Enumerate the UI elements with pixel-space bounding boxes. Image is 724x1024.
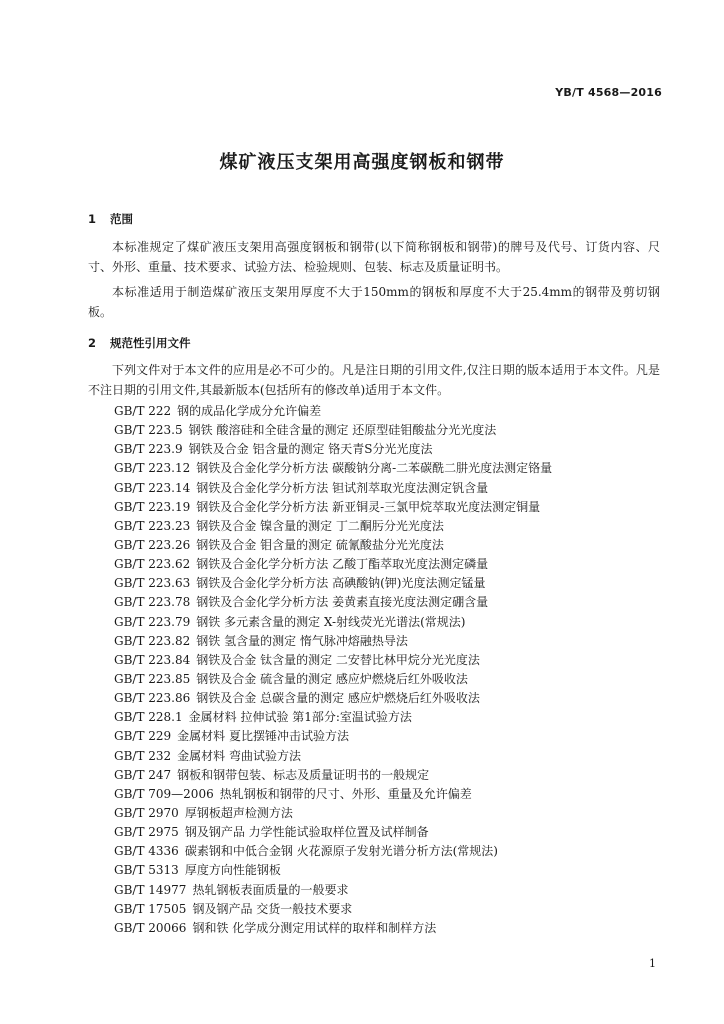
reference-item [114,900,674,919]
reference-code: GB/T 223.9 [114,442,183,457]
reference-item [114,861,674,880]
reference-title: 钢铁及合金化学分析方法 新亚铜灵-三氯甲烷萃取光度法测定铜量 [196,499,541,514]
reference-item [114,402,674,421]
section-number: 2 [88,336,97,350]
reference-item [114,574,674,593]
reference-title: 钢铁及合金化学分析方法 碳酸钠分离-二苯碳酰二肼光度法测定铬量 [196,461,553,476]
section-heading-scope [88,211,133,227]
reference-item [114,555,674,574]
reference-item [114,881,674,900]
reference-title: 钢铁及合金化学分析方法 高碘酸钠(钾)光度法测定锰量 [196,576,486,591]
page-number: 1 [649,957,656,970]
reference-item [114,421,674,440]
reference-code: GB/T 223.14 [114,480,191,495]
reference-title: 钢的成品化学成分允许偏差 [177,404,322,418]
reference-title: 碳素钢和中低合金钢 火花源原子发射光谱分析方法(常规法) [184,844,498,859]
section-title: 规范性引用文件 [110,336,191,350]
reference-title: 钢板和钢带包装、标志及质量证明书的一般规定 [177,767,430,782]
reference-code: GB/T 223.26 [114,537,191,552]
reference-code: GB/T 222 [114,404,172,418]
reference-title: 钢铁及合金化学分析方法 乙酸丁酯萃取光度法测定磷量 [196,557,489,572]
reference-code: GB/T 2975 [114,825,179,840]
reference-title: 钢铁及合金 钛含量的测定 二安替比林甲烷分光光度法 [196,652,480,667]
reference-code: GB/T 709—2006 [114,786,214,801]
reference-item [114,536,674,555]
reference-item [114,727,674,746]
section-heading-normative-references [88,335,191,351]
reference-code: GB/T 223.63 [114,576,191,591]
reference-code: GB/T 20066 [114,920,187,935]
reference-code: GB/T 223.12 [114,461,191,476]
reference-code: GB/T 14977 [114,882,187,897]
standard-code: YB/T 4568—2016 [555,86,662,99]
reference-code: GB/T 223.84 [114,652,191,667]
reference-code: GB/T 223.78 [114,595,191,610]
reference-title: 钢铁及合金 硫含量的测定 感应炉燃烧后红外吸收法 [196,671,468,686]
reference-title: 热轧钢板表面质量的一般要求 [192,882,349,897]
scope-paragraph-1: 本标准规定了煤矿液压支架用高强度钢板和钢带(以下简称钢板和钢带)的牌号及代号、订货内容、尺寸、外形、重量、技术要求、试验方法、检验规则、包装、标志及质量证明书。 [88,240,660,274]
reference-code: GB/T 223.85 [114,671,191,686]
reference-item [114,651,674,670]
reference-item [114,593,674,612]
reference-item [114,804,674,823]
reference-code: GB/T 4336 [114,844,179,859]
reference-title: 钢及钢产品 交货一般技术要求 [192,901,353,916]
reference-code: GB/T 223.86 [114,691,191,706]
reference-code: GB/T 17505 [114,901,187,916]
reference-item [114,823,674,842]
reference-item [114,479,674,498]
reference-item [114,747,674,766]
reference-code: GB/T 223.5 [114,423,183,438]
reference-item [114,919,674,938]
reference-code: GB/T 229 [114,729,172,744]
reference-code: GB/T 223.19 [114,499,191,514]
reference-code: GB/T 5313 [114,863,179,878]
reference-title: 厚钢板超声检测方法 [184,805,293,820]
reference-title: 钢铁 多元素含量的测定 X-射线荧光光谱法(常规法) [196,614,466,629]
reference-title: 钢铁及合金化学分析方法 钽试剂萃取光度法测定钒含量 [196,480,489,495]
reference-title: 热轧钢板和钢带的尺寸、外形、重量及允许偏差 [219,786,472,801]
section-number: 1 [88,212,97,226]
reference-code: GB/T 223.62 [114,557,191,572]
reference-item [114,632,674,651]
reference-code: GB/T 247 [114,767,172,782]
reference-item [114,766,674,785]
reference-title: 金属材料 拉伸试验 第1部分:室温试验方法 [188,710,412,725]
reference-title: 钢铁及合金 镍含量的测定 丁二酮肟分光光度法 [196,518,444,533]
reference-item [114,440,674,459]
reference-item [114,613,674,632]
reference-title: 厚度方向性能钢板 [184,863,281,878]
section-title: 范围 [110,212,133,226]
reference-item [114,517,674,536]
reference-code: GB/T 223.23 [114,518,191,533]
reference-title: 钢及钢产品 力学性能试验取样位置及试样制备 [184,825,429,840]
references-intro-paragraph: 下列文件对于本文件的应用是必不可少的。凡是注日期的引用文件,仅注日期的版本适用于本文件。凡是不注日期的引用文件,其最新版本(包括所有的修改单)适用于本文件。 [88,363,660,397]
reference-code: GB/T 228.1 [114,710,183,725]
reference-code: GB/T 232 [114,748,172,763]
reference-item [114,785,674,804]
reference-item [114,670,674,689]
reference-title: 钢铁及合金化学分析方法 姜黄素直接光度法测定硼含量 [196,595,489,610]
reference-title: 钢铁及合金 钼含量的测定 硫氰酸盐分光光度法 [196,537,444,552]
reference-title: 钢铁 酸溶硅和全硅含量的测定 还原型硅钼酸盐分光光度法 [188,423,497,438]
reference-item [114,498,674,517]
reference-list [114,402,674,938]
reference-title: 钢铁及合金 铝含量的测定 铬天青S分光光度法 [188,442,433,457]
document-title: 煤矿液压支架用高强度钢板和钢带 [219,152,505,173]
reference-code: GB/T 223.82 [114,633,191,648]
reference-title: 钢铁及合金 总碳含量的测定 感应炉燃烧后红外吸收法 [196,691,480,706]
reference-item [114,842,674,861]
reference-code: GB/T 223.79 [114,614,191,629]
reference-title: 钢和铁 化学成分测定用试样的取样和制样方法 [192,920,437,935]
reference-item [114,708,674,727]
reference-code: GB/T 2970 [114,805,179,820]
reference-title: 钢铁 氢含量的测定 惰气脉冲熔融热导法 [196,633,408,648]
scope-paragraph-2: 本标准适用于制造煤矿液压支架用厚度不大于150mm的钢板和厚度不大于25.4mm的钢带及剪切钢板。 [88,285,660,319]
reference-item [114,459,674,478]
reference-item [114,689,674,708]
reference-title: 金属材料 夏比摆锤冲击试验方法 [177,729,349,744]
reference-title: 金属材料 弯曲试验方法 [177,748,301,763]
